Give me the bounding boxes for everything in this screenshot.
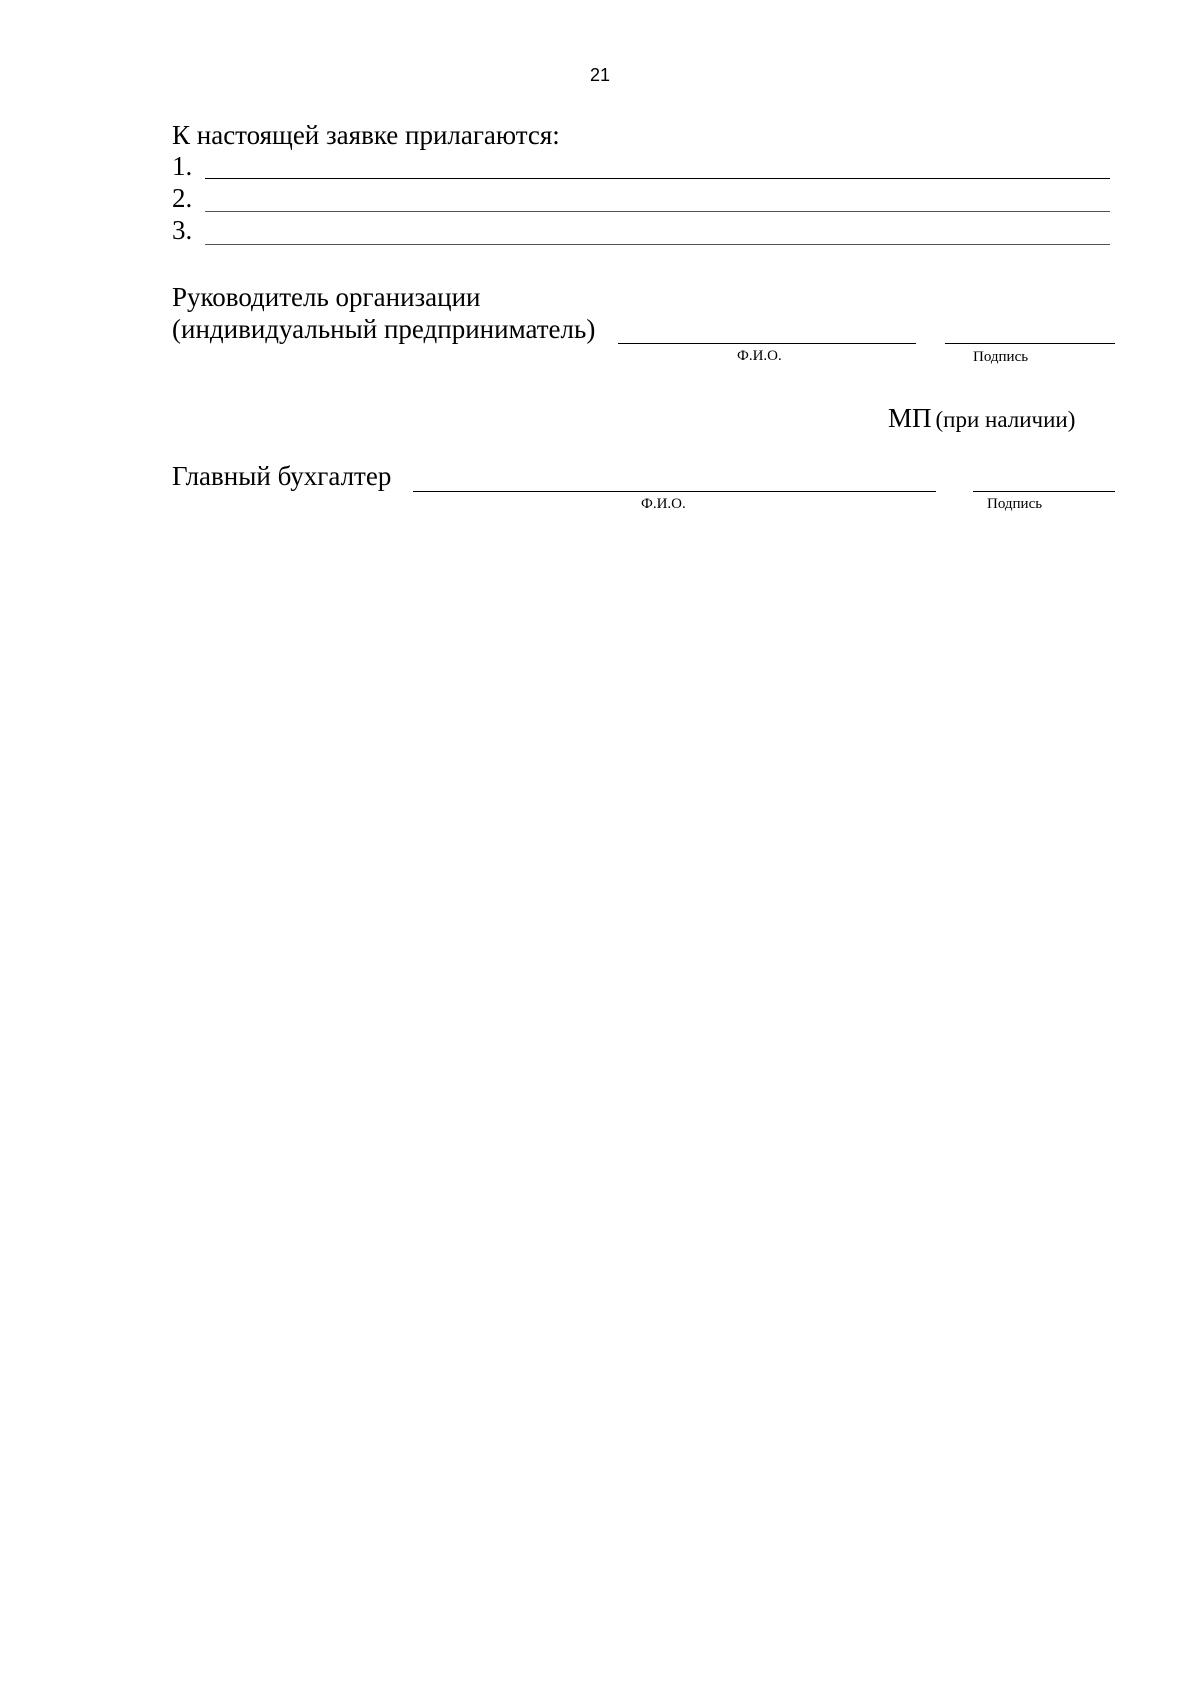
- head-signature-caption: Подпись: [973, 349, 1029, 365]
- accountant-label: Главный бухгалтер: [172, 461, 392, 491]
- attachment-number-2: 2.: [172, 183, 193, 213]
- head-label-line2: (индивидуальный предприниматель): [172, 314, 596, 344]
- accountant-fio-caption: Ф.И.О.: [641, 496, 686, 512]
- attachment-line-3[interactable]: [205, 244, 1110, 245]
- head-label-line1: Руководитель организации: [172, 282, 481, 312]
- head-fio-line[interactable]: [618, 343, 916, 344]
- head-signature-line[interactable]: [945, 343, 1115, 344]
- accountant-fio-line[interactable]: [413, 491, 936, 492]
- attachment-number-1: 1.: [172, 151, 193, 181]
- mp-note: (при наличии): [935, 407, 1076, 432]
- attachment-number-3: 3.: [172, 215, 193, 245]
- accountant-signature-line[interactable]: [973, 491, 1115, 492]
- attachment-line-1[interactable]: [205, 178, 1110, 179]
- head-fio-caption: Ф.И.О.: [737, 348, 782, 364]
- mp-label: МП: [888, 403, 932, 433]
- attachment-line-2[interactable]: [205, 211, 1110, 212]
- attachments-heading: К настоящей заявке прилагаются:: [172, 120, 560, 150]
- stamp-area: [888, 402, 1075, 434]
- accountant-signature-caption: Подпись: [987, 496, 1043, 512]
- page-number: 21: [589, 65, 611, 85]
